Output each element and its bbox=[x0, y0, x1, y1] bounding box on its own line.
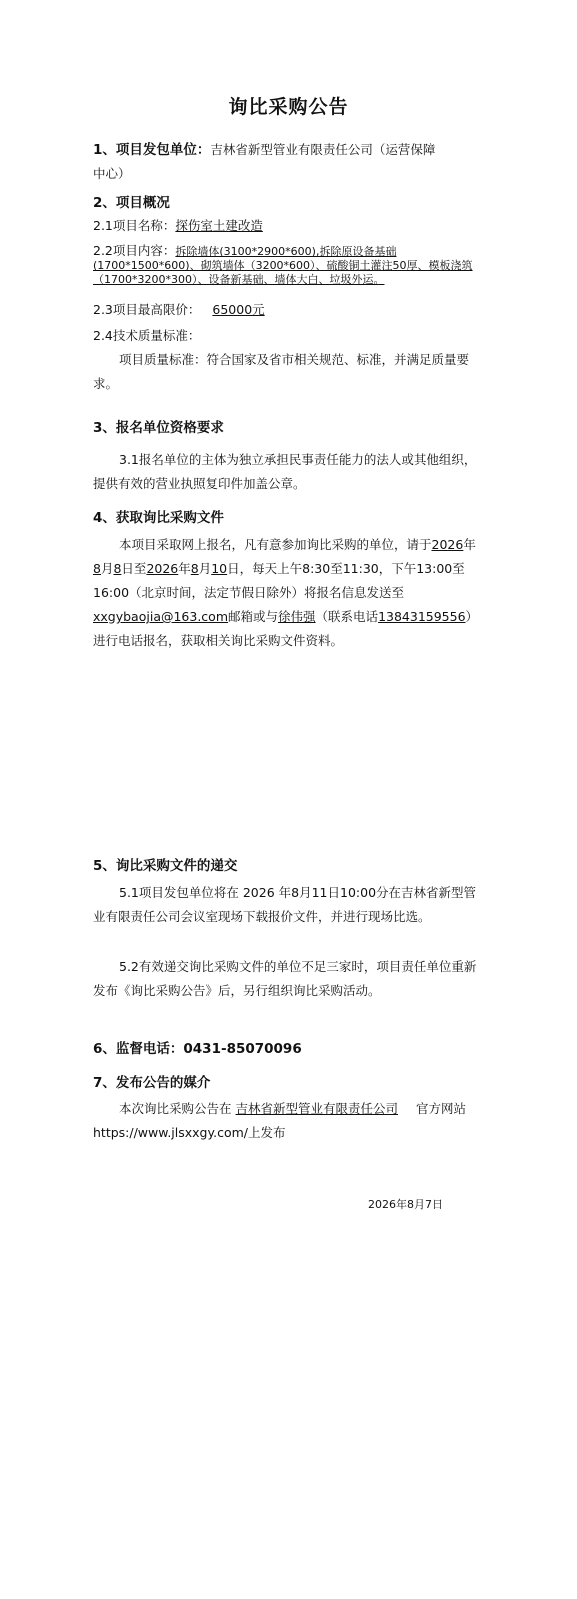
obtain-text-7: 日，每天上午8:30至11:30，下午13:00至16:00（北京时间，法定节假日除外）将报名信息发送至 bbox=[93, 561, 465, 600]
obtain-text-6: 月 bbox=[198, 561, 212, 576]
contact-email: xxgybaojia@163.com bbox=[93, 609, 229, 624]
media-company: 吉林省新型管业有限责任公司 bbox=[235, 1101, 399, 1116]
media-text bbox=[93, 1097, 483, 1145]
submission-5-1: 5.1项目发包单位将在 2026 年8月11日10:00分在吉林省新型管业有限责任公司会议室现场下载报价文件，并进行现场比选。 bbox=[93, 885, 477, 924]
qualification-text: 3.1报名单位的主体为独立承担民事责任能力的法人或其他组织，提供有效的营业执照复印件加盖公章。 bbox=[93, 452, 477, 491]
submission-5-2: 5.2有效递交询比采购文件的单位不足三家时，项目责任单位重新发布《询比采购公告》后，另行组织询比采购活动。 bbox=[93, 959, 477, 998]
obtain-text-8: 邮箱或与 bbox=[228, 609, 279, 624]
max-price-line bbox=[93, 298, 483, 322]
max-price-value: 65000元 bbox=[212, 302, 265, 317]
obtain-text-5: 年 bbox=[178, 561, 191, 576]
start-month: 8 bbox=[93, 561, 101, 576]
section-7-heading: 7、发布公告的媒介 bbox=[93, 1075, 211, 1091]
start-day: 8 bbox=[113, 561, 122, 576]
obtain-text-10: ）进行电话报名，获取相关询比采购文件资料。 bbox=[93, 609, 479, 648]
project-content-line bbox=[93, 244, 485, 287]
page-title: 询比采购公告 bbox=[228, 96, 349, 118]
contact-person: 徐伟强 bbox=[278, 609, 316, 624]
max-price-label: 2.3项目最高限价： bbox=[93, 302, 201, 317]
section-1-heading: 1、项目发包单位： bbox=[93, 142, 211, 158]
end-year: 2026 bbox=[146, 561, 179, 576]
project-name-value: 探伤室土建改造 bbox=[175, 218, 263, 233]
obtain-text-3: 月 bbox=[100, 561, 114, 576]
contact-phone: 13843159556 bbox=[378, 609, 466, 624]
end-month: 8 bbox=[190, 561, 199, 576]
quality-label: 2.4技术质量标准： bbox=[93, 328, 201, 343]
section-2-heading: 2、项目概况 bbox=[93, 195, 170, 211]
section-3-heading: 3、报名单位资格要求 bbox=[93, 420, 224, 436]
obtain-text-1: 本项目采取网上报名，凡有意参加询比采购的单位，请于 bbox=[119, 537, 432, 552]
end-day: 10 bbox=[211, 561, 228, 576]
obtain-text-9: （联系电话 bbox=[315, 609, 379, 624]
obtain-text-4: 日至 bbox=[121, 561, 147, 576]
start-year: 2026 bbox=[431, 537, 464, 552]
project-name-label: 2.1项目名称： bbox=[93, 218, 176, 233]
project-content-label: 2.2项目内容： bbox=[93, 243, 176, 258]
quality-text: 项目质量标准：符合国家及省市相关规范、标准，并满足质量要求。 bbox=[93, 352, 470, 391]
section-6-supervision-phone: 6、监督电话：0431-85070096 bbox=[93, 1041, 302, 1057]
obtain-docs-text bbox=[93, 533, 483, 653]
issuer-unit: 吉林省新型管业有限责任公司（运营保障 bbox=[210, 142, 436, 157]
project-name-line bbox=[93, 214, 483, 238]
project-content-value: 拆除墙体(3100*2900*600),拆除原设备基础(1700*1500*600)、砌筑墙体（3200*600）、硫酸铜土灌注50厚、模板浇筑（1700*3200*300）、设备新基础、墙体大白、垃圾外运。 bbox=[93, 245, 473, 286]
issuer-unit-cont: 中心） bbox=[93, 166, 131, 181]
media-text-1: 本次询比采购公告在 bbox=[119, 1101, 232, 1116]
obtain-text-2: 年 bbox=[463, 537, 476, 552]
section-5-heading: 5、询比采购文件的递交 bbox=[93, 858, 238, 874]
section-4-heading: 4、获取询比采购文件 bbox=[93, 510, 224, 526]
publish-date: 2026年8月7日 bbox=[368, 1198, 443, 1211]
media-text-2: 官方网站https://www.jlsxxgy.com/上发布 bbox=[93, 1101, 467, 1140]
section-1 bbox=[93, 138, 483, 186]
